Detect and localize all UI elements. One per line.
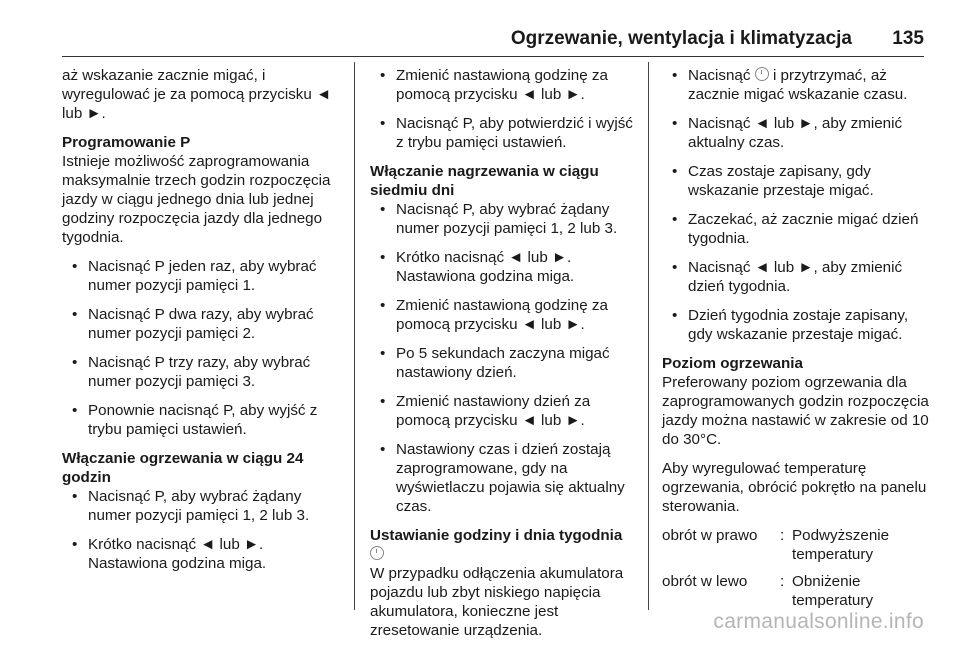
header-rule [62, 56, 924, 57]
section-heading-week: Włączanie nagrzewania w ciągu siedmiu dni [370, 163, 599, 199]
table-separator: : [780, 573, 785, 590]
list-item: • Nacisnąć ◄ lub ►, aby zmienić aktualny czas. [662, 114, 932, 152]
programming-paragraph: Istnieje możliwość zaprogramowania maksymalnie trzech godzin rozpoczęcia jazdy w ciągu jednego dnia lub jednej godziny rozpoczęcia jazdy dla jednego tygodnia. [62, 153, 331, 246]
list-item: • Ponownie nacisnąć P, aby wyjść z trybu pamięci ustawień. [62, 401, 344, 439]
section-heading-24h: Włączanie ogrzewania w ciągu 24 godzin [62, 450, 304, 486]
clock-heading-text: Ustawianie godziny i dnia tygodnia [370, 527, 623, 544]
section-heading-programming: Programowanie P [62, 134, 191, 151]
clock-set-list [662, 66, 932, 344]
chapter-title: Ogrzewanie, wentylacja i klimatyzacja [510, 28, 852, 49]
list-item: • Krótko nacisnąć ◄ lub ►. Nastawiona godzina miga. [62, 535, 344, 573]
list-item: • Nacisnąć P, aby potwierdzić i wyjść z trybu pamięci ustawień. [370, 114, 640, 152]
section-heading-heat-level: Poziom ogrzewania [662, 355, 803, 372]
table-key: obrót w prawo [662, 527, 758, 544]
column-1 [62, 66, 344, 583]
list-item: • Zaczekać, aż zacznie migać dzień tygodnia. [662, 210, 932, 248]
column-divider-1 [354, 62, 355, 610]
heat-paragraph-2: Aby wyregulować temperaturę ogrzewania, obrócić pokrętło na panelu sterowania. [662, 460, 927, 515]
list-item: • Nacisnąć P, aby wybrać żądany numer pozycji pamięci 1, 2 lub 3. [62, 487, 344, 525]
table-row [662, 526, 932, 564]
watermark: carmanualsonline.info [713, 610, 924, 633]
list-item: • Zmienić nastawiony dzień za pomocą przycisku ◄ lub ►. [370, 392, 640, 430]
list-item: • Dzień tygodnia zostaje zapisany, gdy wskazanie przestaje migać. [662, 306, 932, 344]
section-heading-clock [370, 526, 640, 564]
table-value: Podwyższenie temperatury [792, 527, 890, 563]
list-item: • Nacisnąć P, aby wybrać żądany numer pozycji pamięci 1, 2 lub 3. [370, 200, 640, 238]
list-item: • Nacisnąć ◄ lub ►, aby zmienić dzień tygodnia. [662, 258, 932, 296]
programming-list [62, 257, 344, 439]
clock-paragraph: W przypadku odłączenia akumulatora pojazdu lub zbyt niskiego napięcia akumulatora, konieczne jest zresetowanie urządzenia. [370, 565, 624, 639]
column-2 [370, 66, 640, 650]
intro-paragraph: aż wskazanie zacznie migać, i wyregulować je za pomocą przycisku ◄ lub ►. [62, 67, 332, 122]
table-row [662, 572, 932, 610]
page-number: 135 [892, 28, 924, 49]
column-divider-2 [648, 62, 649, 610]
list-item: • Po 5 sekundach zaczyna migać nastawiony dzień. [370, 344, 640, 382]
h24-list [62, 487, 344, 573]
list-item [662, 66, 932, 104]
list-item: • Nacisnąć P trzy razy, aby wybrać numer pozycji pamięci 3. [62, 353, 344, 391]
clock-icon [755, 67, 769, 81]
list-item: • Czas zostaje zapisany, gdy wskazanie przestaje migać. [662, 162, 932, 200]
list-item: • Nacisnąć P dwa razy, aby wybrać numer pozycji pamięci 2. [62, 305, 344, 343]
continued-list [370, 66, 640, 152]
list-item: • Nastawiony czas i dzień zostają zaprogramowane, gdy na wyświetlaczu pojawia się aktualny czas. [370, 440, 640, 516]
list-item-text-start: Nacisnąć [688, 67, 751, 84]
page-header [0, 28, 960, 58]
list-item: • Nacisnąć P jeden raz, aby wybrać numer pozycji pamięci 1. [62, 257, 344, 295]
list-item-text-end: i przytrzymać, aż zacznie migać wskazanie czasu. [688, 67, 908, 103]
table-separator: : [780, 527, 785, 544]
table-value: Obniżenie temperatury [792, 573, 874, 609]
list-item: • Zmienić nastawioną godzinę za pomocą przycisku ◄ lub ►. [370, 66, 640, 104]
table-key: obrót w lewo [662, 573, 748, 590]
knob-table [662, 526, 932, 610]
list-item: • Krótko nacisnąć ◄ lub ►. Nastawiona godzina miga. [370, 248, 640, 286]
column-3 [662, 66, 932, 618]
clock-icon [370, 546, 384, 560]
list-item: • Zmienić nastawioną godzinę za pomocą przycisku ◄ lub ►. [370, 296, 640, 334]
heat-paragraph-1: Preferowany poziom ogrzewania dla zaprogramowanych godzin rozpoczęcia jazdy można nastawić w zakresie od 10 do 30°C. [662, 374, 929, 448]
week-list [370, 200, 640, 516]
